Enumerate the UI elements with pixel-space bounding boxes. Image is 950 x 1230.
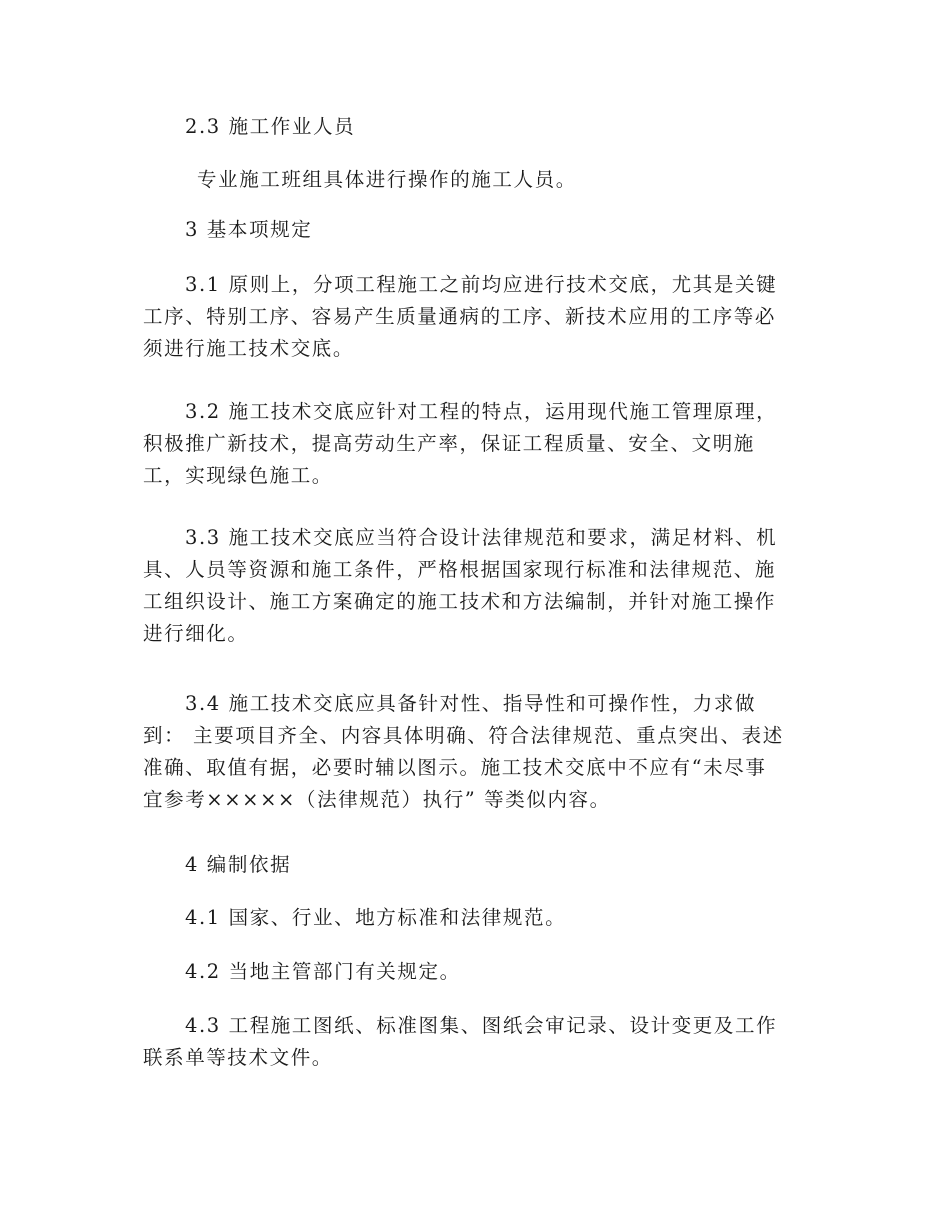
paragraph-2-3: [143, 164, 823, 196]
text-line: 联系单等技术文件。: [143, 1046, 333, 1069]
text-line: 4.1 国家、行业、地方标准和法律规范。: [185, 906, 567, 929]
text-line: 4 编制依据: [185, 853, 292, 876]
text-line: 专业施工班组具体进行操作的施工人员。: [197, 168, 577, 191]
text-line: 3.3 施工技术交底应当符合设计法律规范和要求，满足材料、机: [185, 526, 778, 549]
text-line: 4.3 工程施工图纸、标准图集、图纸会审记录、设计变更及工作: [185, 1014, 778, 1037]
text-line: 3 基本项规定: [185, 218, 313, 241]
text-line: 宜参考×××××（法律规范）执行” 等类似内容。: [143, 788, 611, 811]
text-line: 到： 主要项目齐全、内容具体明确、符合法律规范、重点突出、表述: [143, 724, 784, 747]
text-line: 3.2 施工技术交底应针对工程的特点，运用现代施工管理原理，: [185, 400, 778, 423]
section-heading-3: [143, 214, 823, 246]
paragraph-3-4: [143, 688, 823, 816]
paragraph-3-3: [143, 522, 823, 650]
section-heading-2-3: [143, 111, 823, 143]
text-line: 工，实现绿色施工。: [143, 464, 333, 487]
text-line: 进行细化。: [143, 622, 249, 645]
paragraph-4-2: [143, 956, 823, 988]
paragraph-4-1: [143, 902, 823, 934]
text-line: 3.1 原则上，分项工程施工之前均应进行技术交底，尤其是关键: [185, 273, 778, 296]
paragraph-3-1: [143, 269, 823, 365]
text-line: 2.3 施工作业人员: [185, 115, 356, 138]
text-line: 具、人员等资源和施工条件，严格根据国家现行标准和法律规范、施: [143, 558, 777, 581]
text-line: 4.2 当地主管部门有关规定。: [185, 960, 461, 983]
text-line: 3.4 施工技术交底应具备针对性、指导性和可操作性，力求做: [185, 692, 757, 715]
text-line: 积极推广新技术，提高劳动生产率，保证工程质量、安全、文明施: [143, 432, 755, 455]
paragraph-4-3: [143, 1010, 823, 1074]
section-heading-4: [143, 849, 823, 881]
text-line: 须进行施工技术交底。: [143, 337, 355, 360]
text-line: 工组织设计、施工方案确定的施工技术和方法编制，并针对施工操作: [143, 590, 777, 613]
text-line: 工序、特别工序、容易产生质量通病的工序、新技术应用的工序等必: [143, 305, 777, 328]
text-line: 准确、取值有据，必要时辅以图示。施工技术交底中不应有“未尽事: [143, 756, 767, 779]
paragraph-3-2: [143, 396, 823, 492]
